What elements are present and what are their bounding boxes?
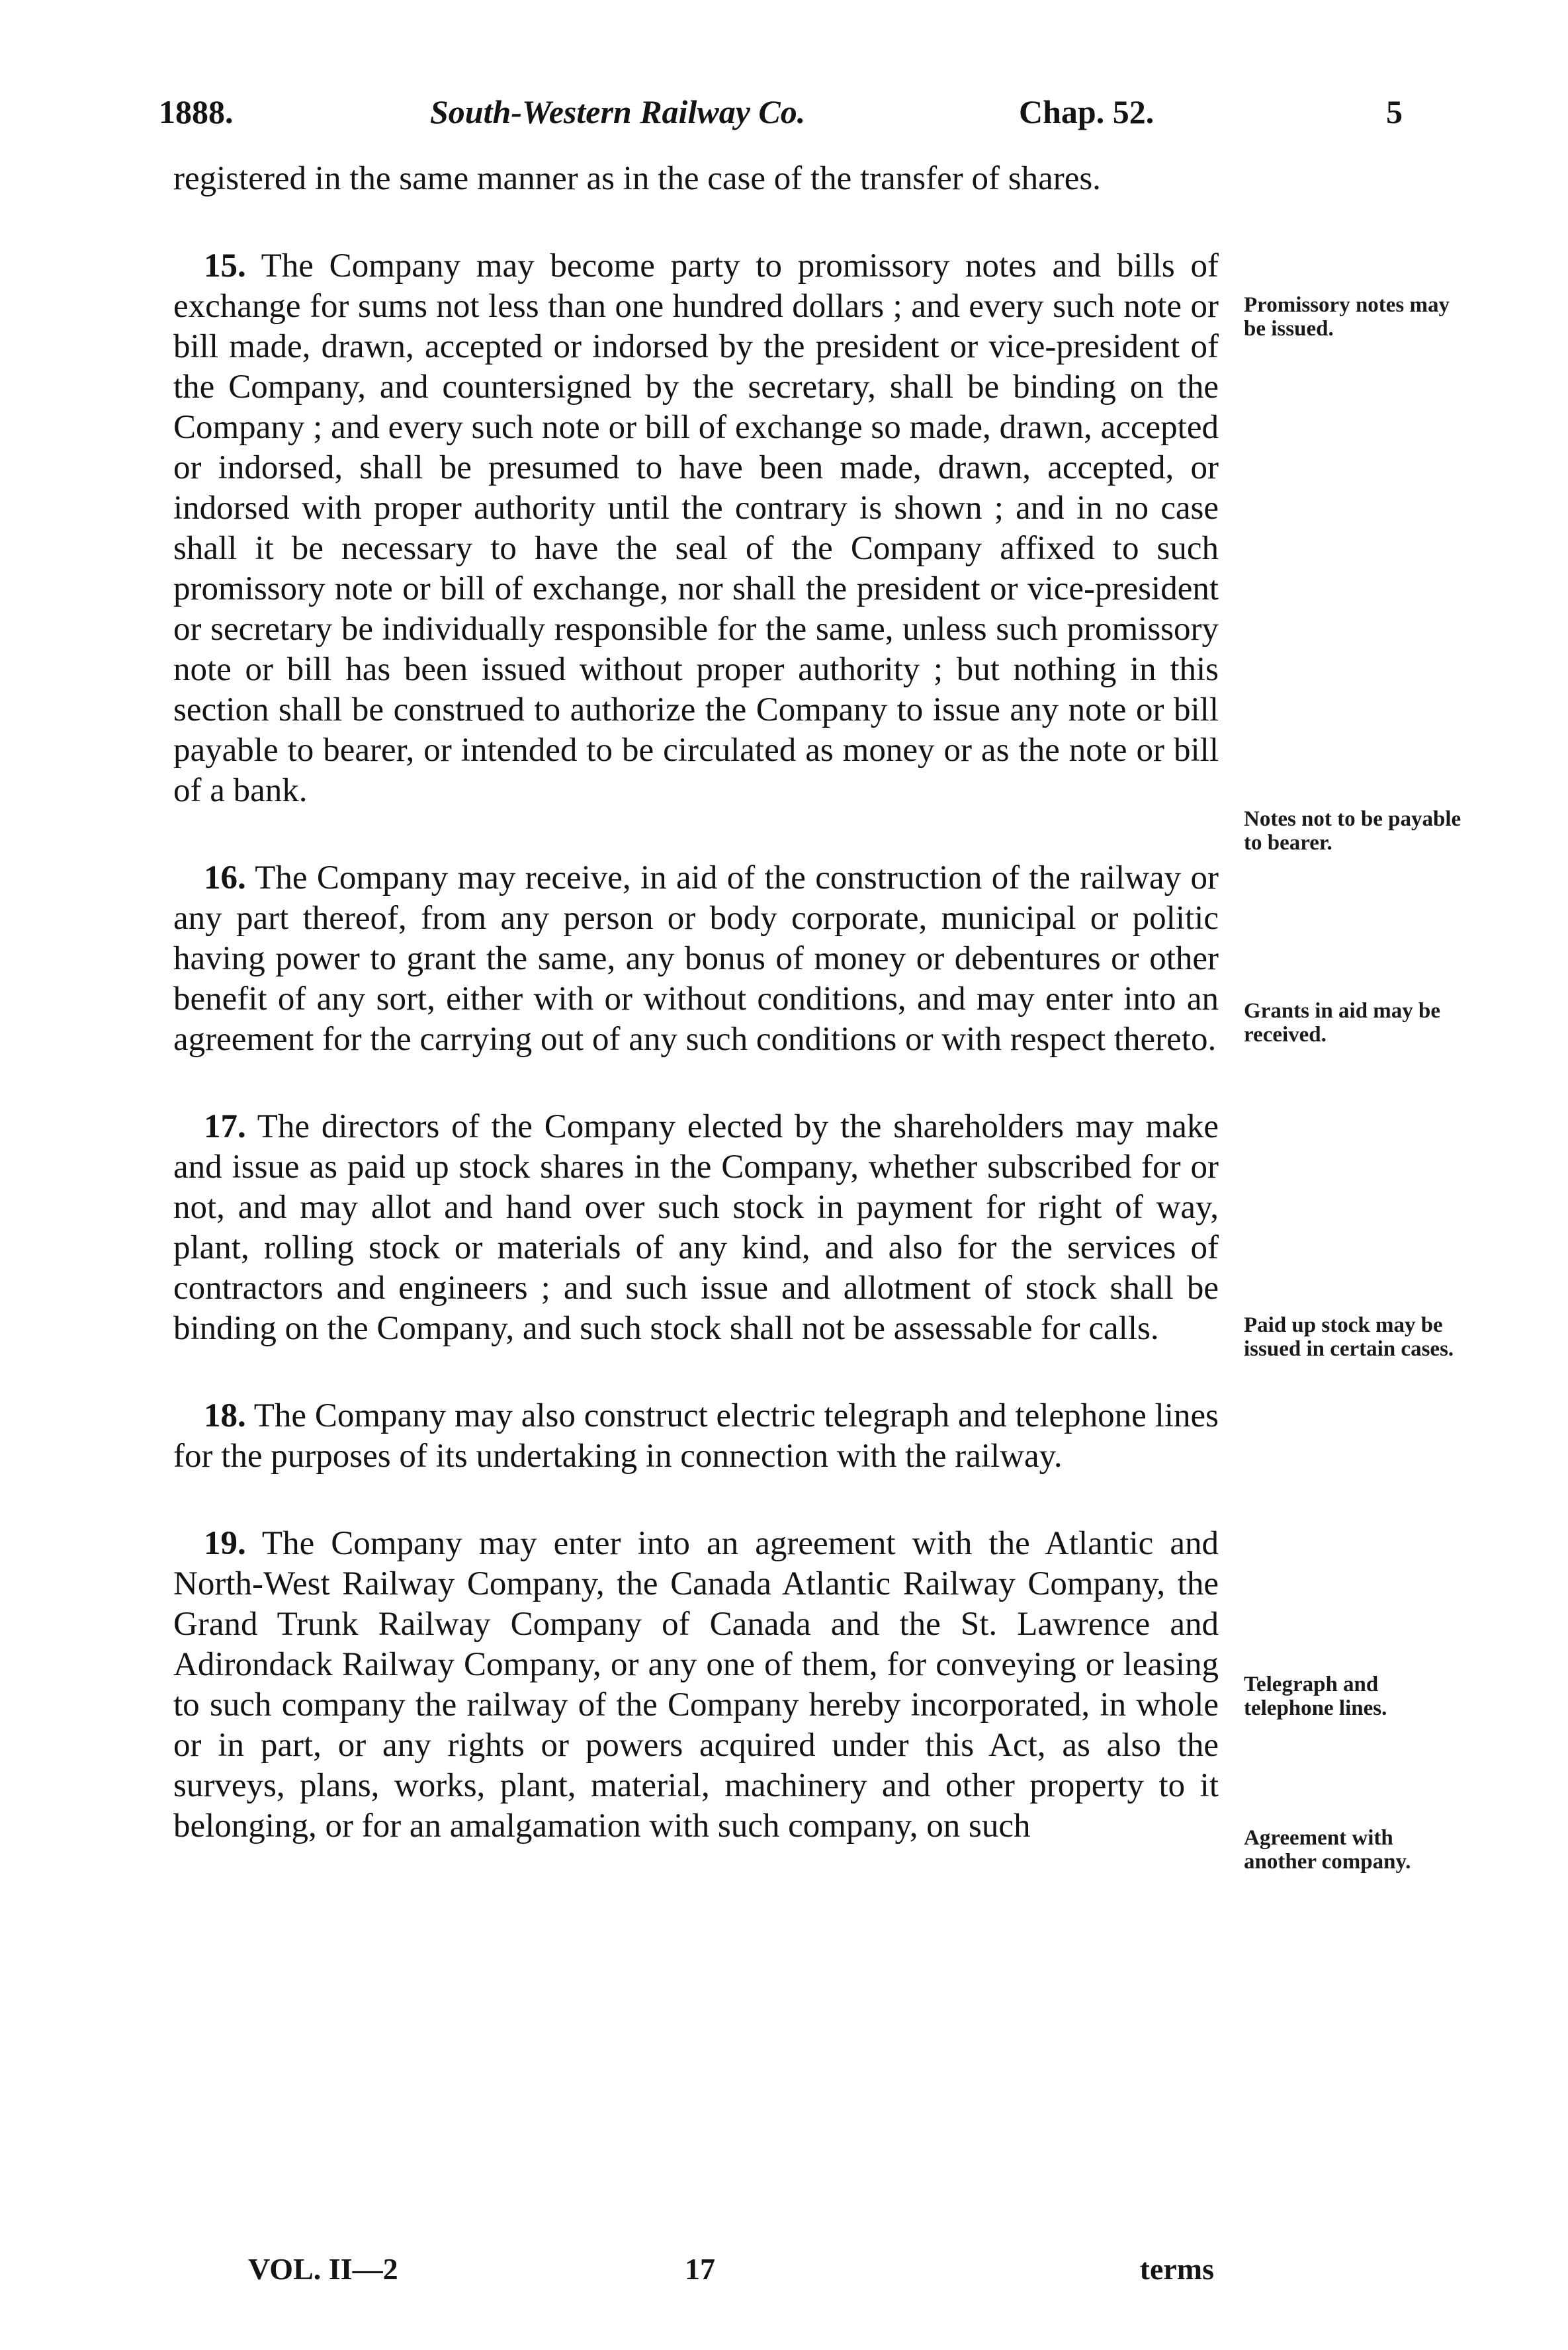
main-text <box>173 159 1219 1893</box>
margin-note-promissory: Promissory notes may be issued. <box>1244 293 1450 341</box>
section-text: The Company may also construct electric telegraph and telephone lines for the purposes of its undertaking in connection with the railway. <box>173 1397 1219 1475</box>
margin-note-grants: Grants in aid may be received. <box>1244 999 1441 1047</box>
section-text: The Company may enter into an agreement with the Atlantic and North-West Railway Company, the Canada Atlantic Railway Company, the Grand Trunk Railway Company of Canada and the St. Lawrence and Adirondack Railway Company, or any one of them, for conveying or leasing to such company the railway of the Company hereby incorporated, in whole or in part, or any rights or powers acquired under this Act, as also the surveys, plans, works, plant, material, machinery and other property to it belonging, or for an amalgamation with such company, on such <box>173 1525 1219 1845</box>
section-number: 15. <box>204 247 246 284</box>
footer-catchword: terms <box>1139 2252 1214 2286</box>
margin-note-telegraph: Telegraph and telephone lines. <box>1244 1673 1387 1720</box>
margin-note-bearer: Notes not to be payable to bearer. <box>1244 807 1461 855</box>
page-number: 5 <box>1386 93 1403 130</box>
section-number: 19. <box>204 1525 246 1562</box>
section-number: 16. <box>204 859 246 896</box>
section-text: The directors of the Company elected by the shareholders may make and issue as paid up stock shares in the Company, whether subscribed for or not, and may allot and hand over such stock in payment for right of way, plant, rolling stock or materials of any kind, and also for the services of contractors and engineers ; and such issue and allotment of stock shall be binding on the Company, and such stock shall not be assessable for calls. <box>173 1108 1219 1347</box>
margin-note-agreement: Agreement with another company. <box>1244 1826 1411 1874</box>
footer-volume: VOL. II—2 <box>248 2252 398 2286</box>
section-15 <box>173 246 1219 811</box>
page-footer <box>248 2251 1214 2291</box>
header-year: 1888. <box>159 93 234 130</box>
section-text: The Company may receive, in aid of the construction of the railway or any part thereof, from any person or body corporate, municipal or politic having power to grant the same, any bonus of money or debentures or other benefit of any sort, either with or without conditions, and may enter into an agreement for the carrying out of any such conditions or with respect thereto. <box>173 859 1219 1058</box>
margin-note-paid-up-stock: Paid up stock may be issued in certain cases. <box>1244 1313 1454 1361</box>
section-text: The Company may become party to promissory notes and bills of exchange for sums not less than one hundred dollars ; and every such note or bill made, drawn, accepted or indorsed by the president or vice-president of the Company, and countersigned by the secretary, shall be binding on the Company ; and every such note or bill of exchange so made, drawn, accepted or indorsed, shall be presumed to have been made, drawn, accepted, or indorsed with proper authority until the contrary is shown ; and in no case shall it be necessary to have the seal of the Company affixed to such promissory note or bill of exchange, nor shall the president or vice-president or secretary be individually responsible for the same, unless such promissory note or bill has been issued without proper authority ; but nothing in this section shall be construed to authorize the Company to issue any note or bill payable to bearer, or intended to be circulated as money or as the note or bill of a bank. <box>173 247 1219 809</box>
footer-signature: 17 <box>685 2252 715 2286</box>
header-title: South-Western Railway Co. <box>430 93 806 130</box>
section-number: 18. <box>204 1397 246 1434</box>
section-18 <box>173 1396 1219 1477</box>
header-chapter: Chap. 52. <box>1019 93 1154 130</box>
section-number: 17. <box>204 1108 246 1145</box>
running-header <box>159 93 1403 139</box>
section-19 <box>173 1524 1219 1847</box>
section-17 <box>173 1107 1219 1349</box>
continuation-paragraph: registered in the same manner as in the case of the transfer of shares. <box>173 160 1101 197</box>
section-16 <box>173 858 1219 1060</box>
